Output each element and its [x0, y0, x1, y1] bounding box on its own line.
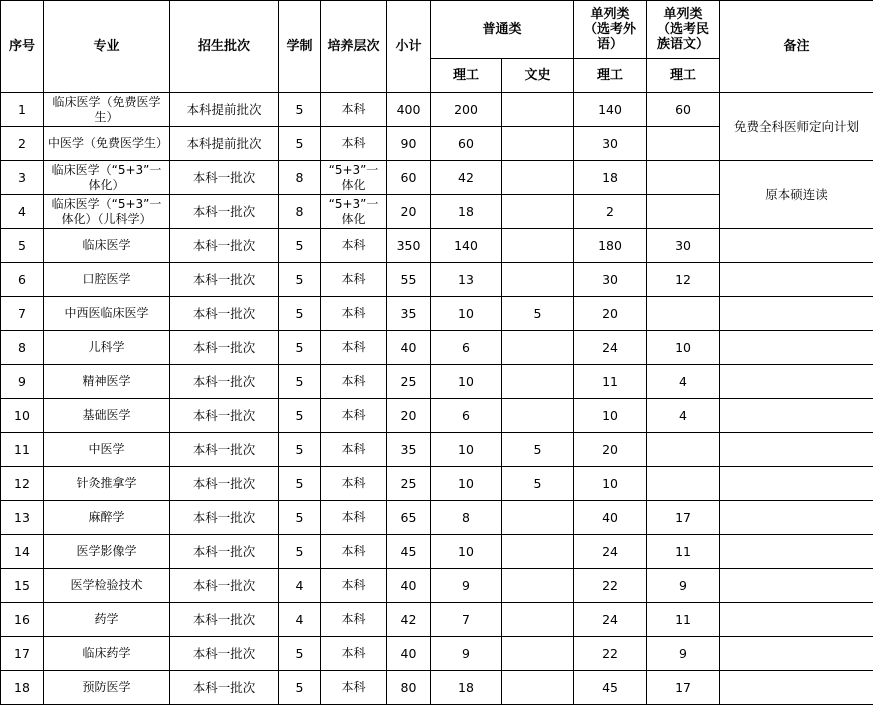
cell-remarks — [720, 535, 873, 569]
cell-general-science: 42 — [431, 161, 502, 195]
cell-level: 本科 — [321, 671, 387, 705]
cell-general-science: 60 — [431, 127, 502, 161]
cell-years: 5 — [279, 297, 321, 331]
cell-batch: 本科一批次 — [170, 263, 279, 297]
header-general-liberal: 文史 — [502, 59, 574, 93]
table-row — [1, 263, 873, 297]
cell-general-liberal — [502, 195, 574, 229]
cell-general-science: 18 — [431, 195, 502, 229]
table-row — [1, 637, 873, 671]
cell-general-science: 10 — [431, 297, 502, 331]
cell-major: 基础医学 — [44, 399, 170, 433]
cell-subtotal: 35 — [387, 433, 431, 467]
cell-level: 本科 — [321, 229, 387, 263]
cell-subtotal: 45 — [387, 535, 431, 569]
cell-subtotal: 20 — [387, 399, 431, 433]
table-row — [1, 331, 873, 365]
cell-years: 4 — [279, 603, 321, 637]
cell-general-science: 6 — [431, 331, 502, 365]
cell-years: 5 — [279, 637, 321, 671]
cell-ethnic-science: 17 — [647, 671, 720, 705]
cell-years: 5 — [279, 467, 321, 501]
cell-seq: 11 — [1, 433, 44, 467]
cell-general-science: 7 — [431, 603, 502, 637]
cell-major: 临床医学（“5+3”一体化） — [44, 161, 170, 195]
cell-general-liberal: 5 — [502, 297, 574, 331]
header-single-ethnic: 单列类（选考民族语文） — [647, 1, 720, 59]
cell-remarks — [720, 637, 873, 671]
table-row — [1, 161, 873, 195]
cell-level: 本科 — [321, 93, 387, 127]
cell-ethnic-science: 60 — [647, 93, 720, 127]
cell-foreign-science: 11 — [574, 365, 647, 399]
cell-general-liberal — [502, 603, 574, 637]
cell-batch: 本科一批次 — [170, 501, 279, 535]
cell-seq: 4 — [1, 195, 44, 229]
cell-subtotal: 65 — [387, 501, 431, 535]
cell-level: 本科 — [321, 365, 387, 399]
cell-general-liberal — [502, 229, 574, 263]
cell-general-liberal — [502, 263, 574, 297]
cell-subtotal: 40 — [387, 569, 431, 603]
cell-general-science: 10 — [431, 535, 502, 569]
cell-major: 临床医学（“5+3”一体化）（儿科学） — [44, 195, 170, 229]
cell-major: 儿科学 — [44, 331, 170, 365]
cell-major: 预防医学 — [44, 671, 170, 705]
table-row — [1, 671, 873, 705]
cell-batch: 本科一批次 — [170, 195, 279, 229]
cell-foreign-science: 30 — [574, 263, 647, 297]
table-row — [1, 569, 873, 603]
cell-remarks — [720, 263, 873, 297]
header-subtotal: 小计 — [387, 1, 431, 93]
cell-level: 本科 — [321, 637, 387, 671]
cell-subtotal: 60 — [387, 161, 431, 195]
cell-major: 麻醉学 — [44, 501, 170, 535]
cell-ethnic-science — [647, 161, 720, 195]
cell-ethnic-science — [647, 195, 720, 229]
cell-batch: 本科一批次 — [170, 161, 279, 195]
cell-seq: 18 — [1, 671, 44, 705]
cell-subtotal: 42 — [387, 603, 431, 637]
cell-remarks: 免费全科医师定向计划 — [720, 93, 873, 161]
cell-level: 本科 — [321, 399, 387, 433]
cell-general-science: 6 — [431, 399, 502, 433]
cell-ethnic-science — [647, 127, 720, 161]
cell-years: 5 — [279, 263, 321, 297]
cell-major: 临床医学 — [44, 229, 170, 263]
cell-level: 本科 — [321, 603, 387, 637]
header-general-science: 理工 — [431, 59, 502, 93]
cell-general-liberal: 5 — [502, 467, 574, 501]
cell-seq: 5 — [1, 229, 44, 263]
cell-years: 5 — [279, 331, 321, 365]
cell-ethnic-science: 17 — [647, 501, 720, 535]
cell-general-liberal — [502, 127, 574, 161]
cell-subtotal: 35 — [387, 297, 431, 331]
table-row — [1, 467, 873, 501]
cell-level: 本科 — [321, 467, 387, 501]
cell-ethnic-science: 11 — [647, 603, 720, 637]
cell-general-liberal — [502, 535, 574, 569]
cell-general-liberal — [502, 331, 574, 365]
cell-foreign-science: 20 — [574, 433, 647, 467]
cell-seq: 14 — [1, 535, 44, 569]
cell-foreign-science: 45 — [574, 671, 647, 705]
cell-subtotal: 80 — [387, 671, 431, 705]
cell-ethnic-science: 30 — [647, 229, 720, 263]
cell-general-science: 10 — [431, 467, 502, 501]
cell-remarks — [720, 297, 873, 331]
cell-years: 5 — [279, 501, 321, 535]
table-row — [1, 297, 873, 331]
cell-major: 临床药学 — [44, 637, 170, 671]
cell-seq: 16 — [1, 603, 44, 637]
cell-subtotal: 40 — [387, 331, 431, 365]
cell-foreign-science: 18 — [574, 161, 647, 195]
cell-level: 本科 — [321, 297, 387, 331]
cell-ethnic-science — [647, 297, 720, 331]
cell-level: 本科 — [321, 127, 387, 161]
cell-batch: 本科一批次 — [170, 365, 279, 399]
cell-remarks — [720, 433, 873, 467]
cell-batch: 本科一批次 — [170, 399, 279, 433]
header-remarks: 备注 — [720, 1, 873, 93]
cell-seq: 9 — [1, 365, 44, 399]
cell-ethnic-science — [647, 433, 720, 467]
cell-general-science: 200 — [431, 93, 502, 127]
cell-subtotal: 40 — [387, 637, 431, 671]
cell-major: 口腔医学 — [44, 263, 170, 297]
table-row — [1, 399, 873, 433]
cell-foreign-science: 180 — [574, 229, 647, 263]
header-level: 培养层次 — [321, 1, 387, 93]
cell-general-liberal — [502, 671, 574, 705]
cell-years: 8 — [279, 161, 321, 195]
cell-subtotal: 20 — [387, 195, 431, 229]
cell-subtotal: 350 — [387, 229, 431, 263]
cell-foreign-science: 22 — [574, 569, 647, 603]
header-row-1 — [1, 1, 873, 59]
cell-remarks — [720, 569, 873, 603]
cell-seq: 8 — [1, 331, 44, 365]
cell-general-science: 140 — [431, 229, 502, 263]
cell-subtotal: 25 — [387, 467, 431, 501]
cell-major: 药学 — [44, 603, 170, 637]
cell-remarks — [720, 501, 873, 535]
cell-years: 5 — [279, 229, 321, 263]
cell-major: 医学影像学 — [44, 535, 170, 569]
cell-subtotal: 90 — [387, 127, 431, 161]
cell-years: 4 — [279, 569, 321, 603]
cell-ethnic-science: 10 — [647, 331, 720, 365]
cell-subtotal: 55 — [387, 263, 431, 297]
cell-major: 精神医学 — [44, 365, 170, 399]
header-single-foreign: 单列类（选考外语） — [574, 1, 647, 59]
cell-major: 中西医临床医学 — [44, 297, 170, 331]
cell-batch: 本科一批次 — [170, 331, 279, 365]
cell-batch: 本科一批次 — [170, 569, 279, 603]
cell-major: 医学检验技术 — [44, 569, 170, 603]
cell-batch: 本科一批次 — [170, 467, 279, 501]
cell-seq: 13 — [1, 501, 44, 535]
cell-foreign-science: 10 — [574, 467, 647, 501]
cell-ethnic-science: 9 — [647, 637, 720, 671]
cell-general-liberal: 5 — [502, 433, 574, 467]
cell-ethnic-science: 9 — [647, 569, 720, 603]
cell-level: 本科 — [321, 501, 387, 535]
cell-batch: 本科一批次 — [170, 671, 279, 705]
cell-remarks — [720, 467, 873, 501]
cell-batch: 本科提前批次 — [170, 127, 279, 161]
cell-level: 本科 — [321, 433, 387, 467]
cell-seq: 6 — [1, 263, 44, 297]
cell-batch: 本科一批次 — [170, 535, 279, 569]
cell-major: 中医学 — [44, 433, 170, 467]
cell-foreign-science: 2 — [574, 195, 647, 229]
cell-subtotal: 400 — [387, 93, 431, 127]
cell-level: 本科 — [321, 535, 387, 569]
cell-general-science: 13 — [431, 263, 502, 297]
cell-foreign-science: 22 — [574, 637, 647, 671]
cell-general-liberal — [502, 501, 574, 535]
cell-ethnic-science: 4 — [647, 399, 720, 433]
cell-ethnic-science: 4 — [647, 365, 720, 399]
cell-major: 中医学（免费医学生） — [44, 127, 170, 161]
cell-level: 本科 — [321, 331, 387, 365]
cell-remarks: 原本硕连读 — [720, 161, 873, 229]
cell-years: 5 — [279, 365, 321, 399]
header-batch: 招生批次 — [170, 1, 279, 93]
cell-years: 5 — [279, 535, 321, 569]
cell-major: 针灸推拿学 — [44, 467, 170, 501]
cell-batch: 本科一批次 — [170, 297, 279, 331]
cell-years: 5 — [279, 671, 321, 705]
cell-general-science: 9 — [431, 637, 502, 671]
cell-general-liberal — [502, 569, 574, 603]
header-ethnic-science: 理工 — [647, 59, 720, 93]
cell-seq: 3 — [1, 161, 44, 195]
cell-foreign-science: 30 — [574, 127, 647, 161]
cell-foreign-science: 40 — [574, 501, 647, 535]
table-row — [1, 603, 873, 637]
cell-foreign-science: 20 — [574, 297, 647, 331]
cell-level: “5+3”一体化 — [321, 195, 387, 229]
table-row — [1, 93, 873, 127]
header-years: 学制 — [279, 1, 321, 93]
table-row — [1, 365, 873, 399]
cell-seq: 12 — [1, 467, 44, 501]
header-general: 普通类 — [431, 1, 574, 59]
header-major: 专业 — [44, 1, 170, 93]
cell-remarks — [720, 399, 873, 433]
cell-remarks — [720, 671, 873, 705]
cell-batch: 本科一批次 — [170, 637, 279, 671]
cell-batch: 本科一批次 — [170, 433, 279, 467]
table-row — [1, 535, 873, 569]
cell-general-liberal — [502, 399, 574, 433]
cell-years: 8 — [279, 195, 321, 229]
cell-seq: 17 — [1, 637, 44, 671]
cell-remarks — [720, 603, 873, 637]
cell-seq: 2 — [1, 127, 44, 161]
cell-seq: 1 — [1, 93, 44, 127]
cell-subtotal: 25 — [387, 365, 431, 399]
cell-foreign-science: 10 — [574, 399, 647, 433]
cell-general-science: 10 — [431, 365, 502, 399]
cell-remarks — [720, 331, 873, 365]
cell-remarks — [720, 229, 873, 263]
cell-general-science: 9 — [431, 569, 502, 603]
table-row — [1, 433, 873, 467]
cell-foreign-science: 140 — [574, 93, 647, 127]
cell-years: 5 — [279, 399, 321, 433]
header-foreign-science: 理工 — [574, 59, 647, 93]
cell-remarks — [720, 365, 873, 399]
cell-general-science: 8 — [431, 501, 502, 535]
cell-seq: 15 — [1, 569, 44, 603]
cell-ethnic-science — [647, 467, 720, 501]
cell-years: 5 — [279, 93, 321, 127]
table-row — [1, 501, 873, 535]
table-row — [1, 229, 873, 263]
cell-level: 本科 — [321, 263, 387, 297]
cell-general-liberal — [502, 161, 574, 195]
cell-seq: 10 — [1, 399, 44, 433]
cell-seq: 7 — [1, 297, 44, 331]
cell-foreign-science: 24 — [574, 535, 647, 569]
cell-years: 5 — [279, 127, 321, 161]
cell-foreign-science: 24 — [574, 331, 647, 365]
cell-ethnic-science: 12 — [647, 263, 720, 297]
cell-general-liberal — [502, 93, 574, 127]
cell-years: 5 — [279, 433, 321, 467]
cell-batch: 本科一批次 — [170, 603, 279, 637]
cell-batch: 本科提前批次 — [170, 93, 279, 127]
cell-ethnic-science: 11 — [647, 535, 720, 569]
cell-major: 临床医学（免费医学生） — [44, 93, 170, 127]
header-seq: 序号 — [1, 1, 44, 93]
cell-foreign-science: 24 — [574, 603, 647, 637]
cell-general-liberal — [502, 365, 574, 399]
cell-general-science: 18 — [431, 671, 502, 705]
cell-general-liberal — [502, 637, 574, 671]
cell-batch: 本科一批次 — [170, 229, 279, 263]
cell-level: “5+3”一体化 — [321, 161, 387, 195]
cell-level: 本科 — [321, 569, 387, 603]
cell-general-science: 10 — [431, 433, 502, 467]
